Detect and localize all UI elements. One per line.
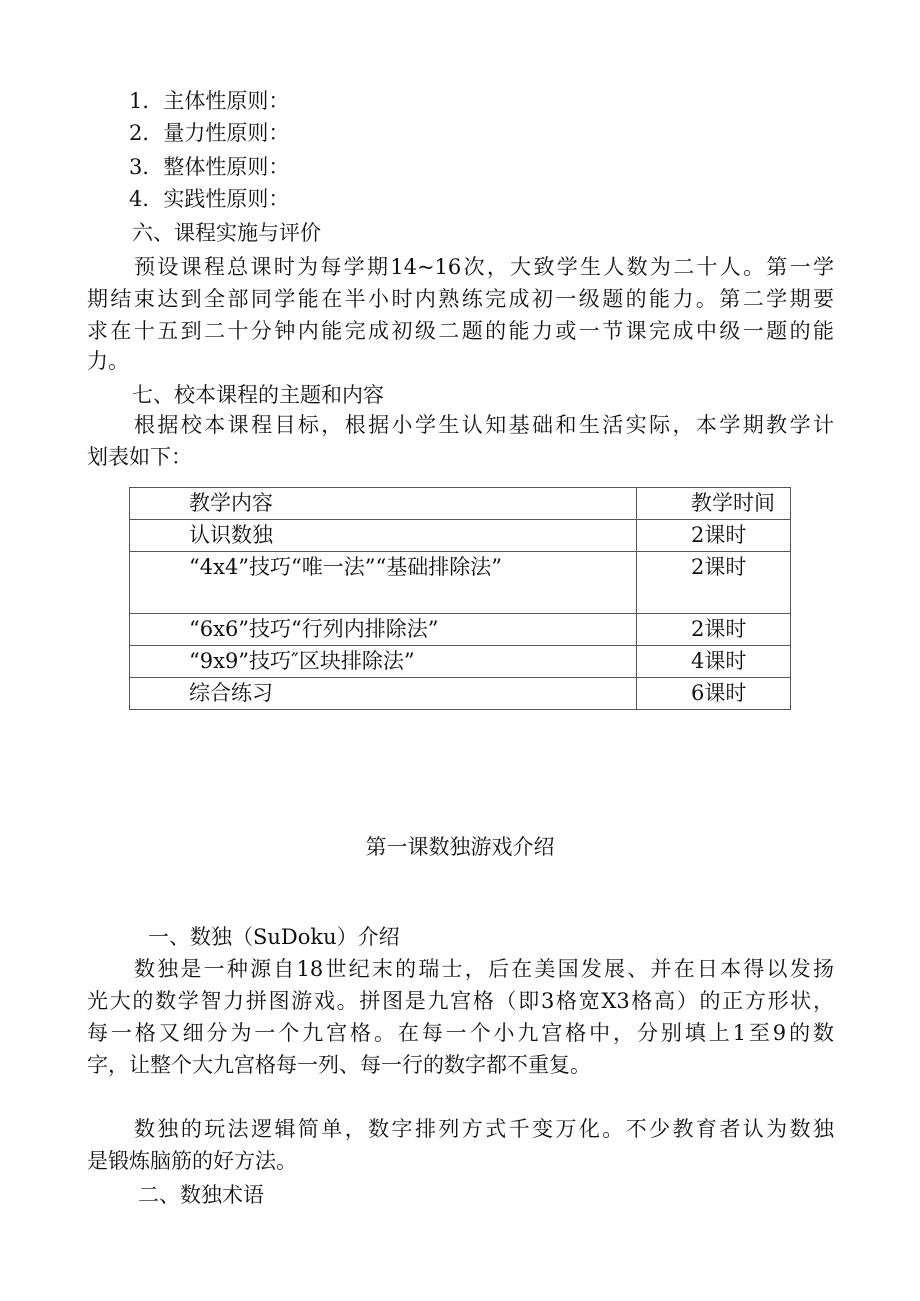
paragraph-line: 预设课程总课时为每学期14~16次，大致学生人数为二十人。第一学 — [134, 255, 834, 279]
paragraph-line: 期结束达到全部同学能在半小时内熟练完成初一级题的能力。第二学期要 — [87, 287, 834, 311]
row-content — [130, 552, 637, 614]
header-time: 教学时间 — [637, 488, 791, 520]
paragraph-line: 每一格又细分为一个九宫格。在每一个小九宫格中，分别填上1至9的数 — [87, 1021, 834, 1045]
table-row — [130, 614, 791, 646]
row-time: 2课时 — [637, 520, 791, 552]
principle-item: 4．实践性原则： — [129, 187, 290, 211]
row-time: 4课时 — [637, 646, 791, 678]
lesson-title: 第一课数独游戏介绍 — [365, 835, 555, 859]
paragraph-line: 求在十五到二十分钟内能完成初级二题的能力或一节课完成中级一题的能 — [87, 319, 834, 343]
paragraph-line: 数独是一种源自18世纪末的瑞士，后在美国发展、并在日本得以发扬 — [134, 957, 834, 981]
principle-item: 3．整体性原则： — [129, 155, 290, 179]
paragraph-line: 根据校本课程目标，根据小学生认知基础和生活实际，本学期教学计 — [134, 413, 834, 437]
table-row — [130, 678, 791, 710]
principle-item: 1．主体性原则： — [129, 89, 290, 113]
table-row — [130, 520, 791, 552]
paragraph-line: 光大的数学智力拼图游戏。拼图是九宫格（即3格宽X3格高）的正方形状， — [87, 989, 834, 1013]
table-header-row — [130, 488, 791, 520]
section-heading-content: 七、校本课程的主题和内容 — [132, 383, 384, 407]
table-row — [130, 646, 791, 678]
principle-item: 2．量力性原则： — [129, 121, 290, 145]
row-time: 2课时 — [637, 552, 791, 614]
section-heading-sudoku-intro: 一、数独（SuDoku）介绍 — [148, 925, 400, 949]
paragraph-line: 力。 — [87, 349, 129, 373]
paragraph-line: 数独的玩法逻辑简单，数字排列方式千变万化。不少教育者认为数独 — [134, 1117, 834, 1141]
row-time: 6课时 — [637, 678, 791, 710]
row-content: 综合练习 — [130, 678, 637, 710]
paragraph-line: 划表如下： — [87, 445, 192, 469]
row-content: “9x9”技巧″区块排除法” — [130, 646, 637, 678]
section-heading-implementation: 六、课程实施与评价 — [132, 221, 321, 245]
row-content-text: “4x4”技巧“唯一法”“基础排除法” — [189, 555, 502, 579]
table-row — [130, 552, 791, 614]
header-content: 教学内容 — [130, 488, 637, 520]
paragraph-line: 是锻炼脑筋的好方法。 — [87, 1149, 297, 1173]
row-time: 2课时 — [637, 614, 791, 646]
row-content: “6x6”技巧“行列内排除法” — [130, 614, 637, 646]
row-content: 认识数独 — [130, 520, 637, 552]
section-heading-sudoku-terms: 二、数独术语 — [138, 1183, 264, 1207]
teaching-plan-table — [129, 487, 791, 710]
paragraph-line: 字，让整个大九宫格每一列、每一行的数字都不重复。 — [87, 1053, 591, 1077]
